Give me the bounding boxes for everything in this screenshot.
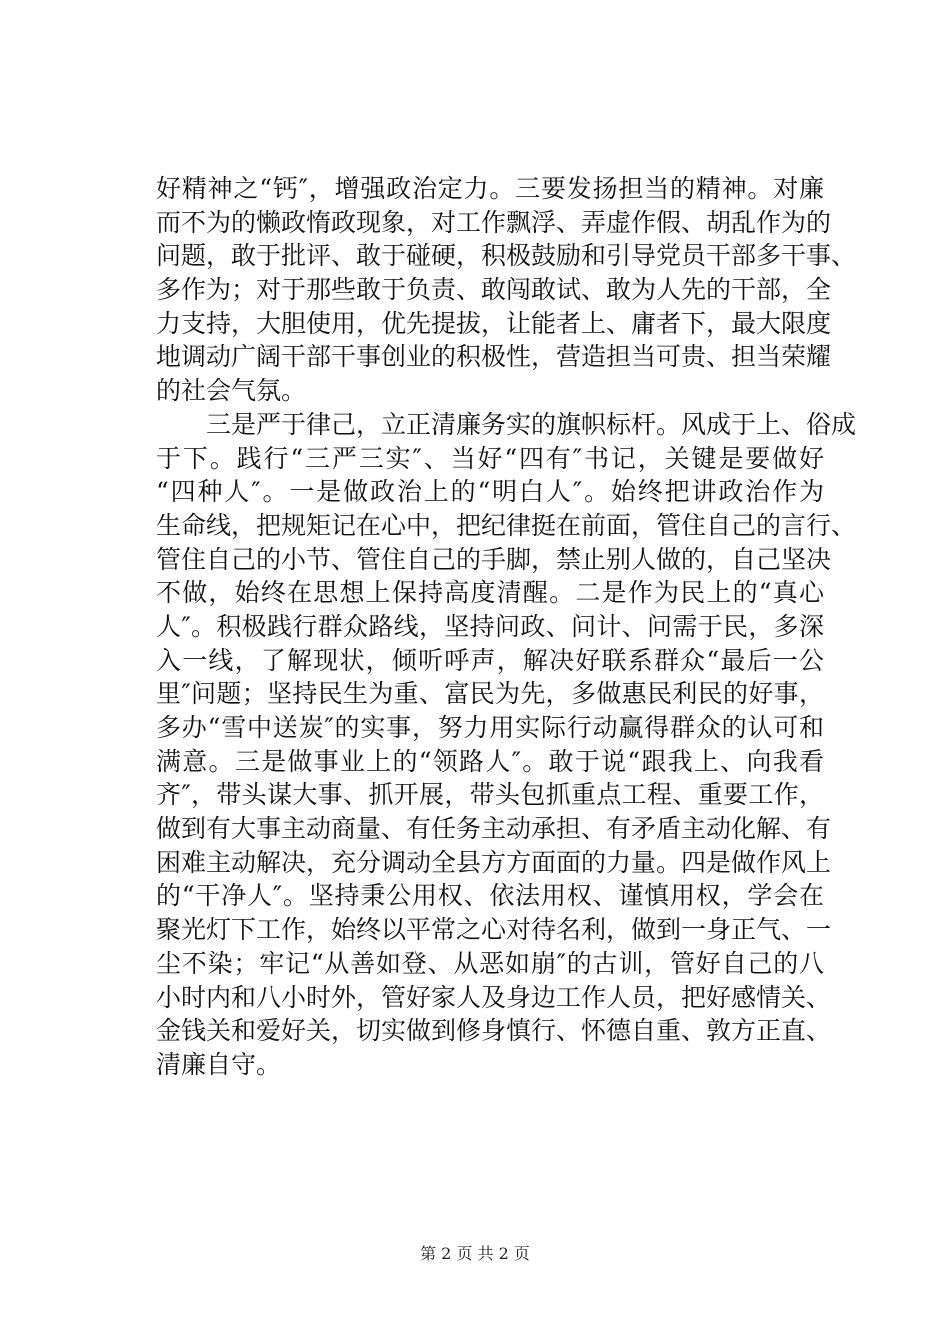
text-line: 清廉自守。	[156, 1049, 282, 1079]
text-line: 而不为的懒政惰政现象，对工作飘浮、弄虚作假、胡乱作为的	[156, 207, 832, 237]
text-line: 满意。三是做事业上的“领路人″。敢于说“跟我上、向我看	[156, 746, 824, 776]
text-line: 力支持，大胆使用，优先提拔，让能者上、庸者下，最大限度	[156, 308, 832, 338]
text-line: 多办“雪中送炭″的实事，努力用实际行动赢得群众的认可和	[156, 713, 824, 742]
text-line: 管住自己的小节、管住自己的手脚，禁止别人做的，自己坚决	[156, 544, 832, 574]
text-line: 地调动广阔干部干事创业的积极性，营造担当可贵、担当荣耀	[156, 342, 832, 372]
page-footer: 第 2 页 共 2 页	[420, 1244, 530, 1263]
text-line: 齐″，带头谋大事、抓开展，带头包抓重点工程、重要工作，	[156, 780, 824, 810]
text-line: 入一线，了解现状，倾听呼声，解决好联系群众“最后一公	[156, 645, 824, 675]
text-line: 于下。践行“三严三实″、当好“四有″书记，关键是要做好	[156, 443, 824, 473]
text-line: 人″。积极践行群众路线，坚持问政、问计、问需于民，多深	[156, 611, 824, 641]
text-line: 的“干净人″。坚持秉公用权、依法用权、谨慎用权，学会在	[156, 881, 824, 911]
text-line: 生命线，把规矩记在心中，把纪律挺在前面，管住自己的言行、	[156, 510, 857, 540]
text-line: 问题，敢于批评、敢于碰硬，积极鼓励和引导党员干部多干事、	[156, 241, 857, 271]
text-line: 做到有大事主动商量、有任务主动承担、有矛盾主动化解、有	[156, 814, 832, 844]
text-line: 金钱关和爱好关，切实做到修身慎行、怀德自重、敦方正直、	[156, 1016, 832, 1046]
text-line: 三是严于律己，立正清廉务实的旗帜标杆。风成于上、俗成	[206, 409, 857, 439]
text-line: “四种人″。一是做政治上的“明白人″。始终把讲政治作为	[156, 477, 824, 507]
text-line: 小时内和八小时外，管好家人及身边工作人员，把好感情关、	[156, 982, 832, 1012]
text-line: 的社会气氛。	[156, 376, 307, 406]
text-line: 多作为；对于那些敢于负责、敢闯敢试、敢为人先的干部，全	[156, 275, 832, 305]
text-line: 困难主动解决，充分调动全县方方面面的力量。四是做作风上	[156, 847, 832, 877]
text-line: 里″问题；坚持民生为重、富民为先，多做惠民利民的好事，	[156, 679, 824, 709]
text-line: 聚光灯下工作，始终以平常之心对待名利，做到一身正气、一	[156, 915, 832, 945]
text-line: 好精神之“钙″，增强政治定力。三要发扬担当的精神。对廉	[156, 174, 824, 203]
body-text	[156, 172, 857, 1082]
text-line: 尘不染；牢记“从善如登、从恶如崩″的古训，管好自己的八	[156, 948, 824, 978]
text-line: 不做，始终在思想上保持高度清醒。二是作为民上的“真心	[156, 578, 824, 608]
